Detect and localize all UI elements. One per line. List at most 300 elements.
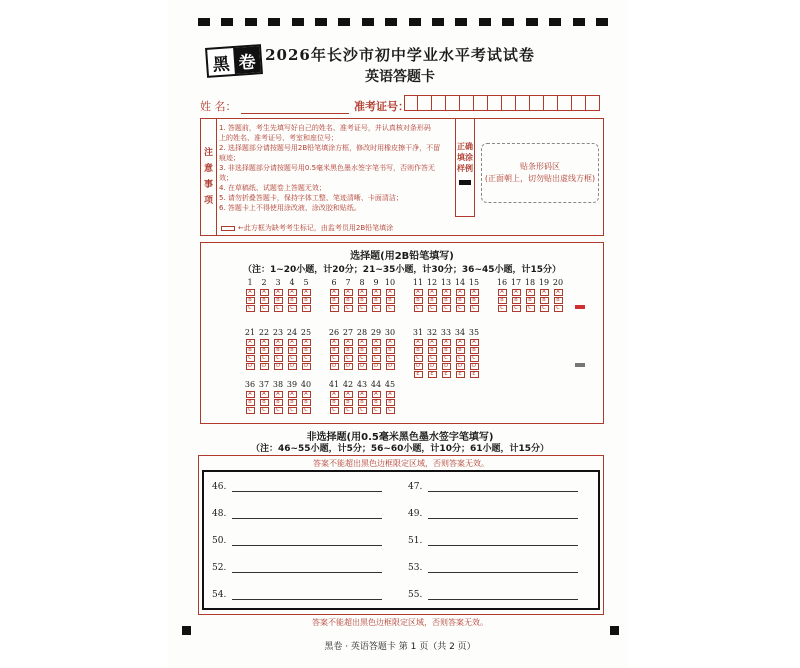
timing-mark-red [575, 305, 585, 309]
answer-bubble[interactable]: E [470, 371, 479, 378]
question-group [243, 327, 313, 370]
answer-bubble[interactable]: C [498, 305, 507, 312]
answer-bubble[interactable]: B [302, 297, 311, 304]
answer-bubble[interactable]: C [428, 355, 437, 362]
answer-field[interactable] [232, 590, 382, 600]
answer-bubble[interactable]: D [414, 363, 423, 370]
answer-bubble[interactable]: D [386, 363, 395, 370]
question-column [285, 327, 299, 370]
answer-bubble[interactable]: B [386, 347, 395, 354]
question-column [369, 327, 383, 370]
answer-bubble[interactable]: A [526, 289, 535, 296]
exam-id-digit-box[interactable] [432, 95, 446, 111]
answer-field[interactable] [232, 509, 382, 519]
answer-bubble[interactable]: D [288, 363, 297, 370]
question-number: 36 [244, 380, 256, 389]
question-number: 43 [356, 380, 368, 389]
answer-bubble[interactable]: C [386, 355, 395, 362]
question-number: 39 [286, 380, 298, 389]
answer-bubble[interactable]: C [330, 305, 339, 312]
notice-item: 4. 在草稿纸、试题卷上答题无效； [219, 184, 326, 192]
exam-id-digit-box[interactable] [446, 95, 460, 111]
answer-bubble[interactable]: B [470, 297, 479, 304]
answer-bubble[interactable]: C [372, 407, 381, 414]
answer-bubble[interactable]: C [470, 305, 479, 312]
answer-bubble[interactable]: A [288, 391, 297, 398]
question-column [271, 277, 285, 312]
answer-bubble[interactable]: A [344, 289, 353, 296]
answer-bubble[interactable]: C [274, 407, 283, 414]
answer-field[interactable] [428, 590, 578, 600]
answer-warning-bottom: 答案不能超出黑色边框限定区域，否则答案无效。 [312, 618, 488, 627]
answer-bubble[interactable]: B [344, 347, 353, 354]
question-number: 21 [244, 328, 256, 337]
answer-bubble[interactable]: B [428, 347, 437, 354]
answer-bubble[interactable]: B [302, 347, 311, 354]
answer-field[interactable] [232, 563, 382, 573]
question-column [327, 327, 341, 370]
alignment-dash [268, 18, 280, 26]
question-number: 42 [342, 380, 354, 389]
question-column [355, 379, 369, 414]
answer-bubble[interactable]: D [260, 363, 269, 370]
answer-line [408, 563, 578, 573]
answer-bubble[interactable]: C [414, 305, 423, 312]
answer-bubble[interactable]: C [288, 407, 297, 414]
name-row [200, 98, 349, 114]
answer-bubble[interactable]: A [288, 339, 297, 346]
answer-bubble[interactable]: B [456, 347, 465, 354]
answer-bubble[interactable]: D [330, 363, 339, 370]
answer-bubble[interactable]: A [358, 391, 367, 398]
notice-item: 2. 选择题部分请按题号用2B铅笔填涂方框，修改时用橡皮擦干净，不留 [219, 144, 441, 152]
answer-bubble[interactable]: A [246, 339, 255, 346]
answer-bubble[interactable]: A [442, 339, 451, 346]
answer-bubble[interactable]: C [386, 407, 395, 414]
exam-id-digit-box[interactable] [418, 95, 432, 111]
alignment-dash [573, 18, 585, 26]
alignment-dash [432, 18, 444, 26]
question-number: 29 [370, 328, 382, 337]
question-number: 30 [384, 328, 396, 337]
question-column [355, 277, 369, 312]
answer-bubble[interactable]: A [428, 339, 437, 346]
answer-bubble[interactable]: A [302, 391, 311, 398]
answer-warning-top: 答案不能超出黑色边框限定区域，否则答案无效。 [313, 459, 489, 468]
answer-bubble[interactable]: B [288, 347, 297, 354]
logo-char-left: 黑 [212, 53, 231, 75]
answer-bubble[interactable]: C [246, 305, 255, 312]
answer-bubble[interactable]: D [358, 363, 367, 370]
answer-bubble[interactable]: A [302, 339, 311, 346]
alignment-dash [596, 18, 608, 26]
answer-line [408, 536, 578, 546]
answer-bubble[interactable]: B [274, 347, 283, 354]
notice-label-char: 项 [203, 196, 213, 206]
question-number: 31 [412, 328, 424, 337]
question-group [327, 277, 397, 312]
question-group [411, 277, 481, 312]
correct-fill-sample [455, 119, 475, 217]
answer-bubble[interactable]: A [344, 339, 353, 346]
barcode-hint: (正面朝上，切勿贴出虚线方框) [484, 174, 596, 183]
answer-bubble[interactable]: B [512, 297, 521, 304]
answer-bubble[interactable]: A [358, 289, 367, 296]
answer-bubble[interactable]: B [386, 399, 395, 406]
answer-bubble[interactable]: A [512, 289, 521, 296]
answer-bubble[interactable]: C [302, 355, 311, 362]
answer-bubble[interactable]: B [526, 297, 535, 304]
question-number: 7 [345, 278, 351, 287]
question-number: 3 [275, 278, 281, 287]
question-number: 18 [524, 278, 536, 287]
answer-number: 53. [408, 563, 423, 573]
exam-id-digit-box[interactable] [544, 95, 558, 111]
answer-line [212, 563, 382, 573]
answer-bubble[interactable]: A [386, 339, 395, 346]
answer-bubble[interactable]: C [372, 305, 381, 312]
notice-label-char: 意 [203, 164, 213, 174]
alignment-dashes [198, 18, 608, 26]
answer-bubble[interactable]: A [414, 289, 423, 296]
exam-id-digit-box[interactable] [516, 95, 530, 111]
answer-bubble[interactable]: A [274, 391, 283, 398]
answer-bubble[interactable]: A [260, 339, 269, 346]
sample-label: 样例 [457, 164, 473, 173]
answer-field[interactable] [232, 536, 382, 546]
answer-bubble[interactable]: B [372, 399, 381, 406]
question-number: 12 [426, 278, 438, 287]
question-number: 27 [342, 328, 354, 337]
question-number: 16 [496, 278, 508, 287]
notice-box [200, 118, 604, 236]
question-number: 17 [510, 278, 522, 287]
answer-bubble[interactable]: C [288, 305, 297, 312]
answer-bubble[interactable]: C [526, 305, 535, 312]
logo-char-right: 卷 [233, 46, 261, 74]
question-number: 44 [370, 380, 382, 389]
answer-bubble[interactable]: C [358, 355, 367, 362]
answer-bubble[interactable]: C [246, 407, 255, 414]
answer-bubble[interactable]: C [456, 355, 465, 362]
nonchoice-title: 非选择题(用0.5毫米黑色墨水签字笔填写) [306, 432, 494, 443]
answer-bubble[interactable]: C [540, 305, 549, 312]
answer-bubble[interactable]: B [246, 399, 255, 406]
answer-bubble[interactable]: C [330, 407, 339, 414]
answer-bubble[interactable]: B [428, 297, 437, 304]
answer-bubble[interactable]: A [386, 289, 395, 296]
question-number: 34 [454, 328, 466, 337]
answer-bubble[interactable]: C [344, 355, 353, 362]
answer-bubble[interactable]: D [442, 363, 451, 370]
alignment-dash [221, 18, 233, 26]
question-column [411, 327, 425, 378]
answer-bubble[interactable]: C [428, 305, 437, 312]
answer-number: 48. [212, 509, 227, 519]
answer-bubble[interactable]: A [274, 339, 283, 346]
notice-item: 痕迹； [219, 154, 240, 162]
answer-bubble[interactable]: B [456, 297, 465, 304]
answer-bubble[interactable]: A [540, 289, 549, 296]
question-group [327, 327, 397, 370]
answer-bubble[interactable]: B [288, 399, 297, 406]
answer-bubble[interactable]: A [246, 289, 255, 296]
page-footer: 黑卷 · 英语答题卡 第 1 页（共 2 页） [324, 642, 476, 652]
question-column [341, 277, 355, 312]
answer-bubble[interactable]: B [344, 399, 353, 406]
question-column [383, 277, 397, 312]
notice-item: 1. 答题前，考生先填写好自己的姓名、准考证号，并认真核对条形码 [219, 124, 431, 132]
answer-bubble[interactable]: D [456, 363, 465, 370]
question-column [369, 379, 383, 414]
answer-field[interactable] [232, 482, 382, 492]
answer-bubble[interactable]: C [260, 305, 269, 312]
answer-bubble[interactable]: A [344, 391, 353, 398]
alignment-dash [455, 18, 467, 26]
answer-bubble[interactable]: A [428, 289, 437, 296]
sample-label: 填涂 [457, 153, 473, 162]
answer-bubble[interactable]: D [344, 363, 353, 370]
exam-id-digit-box[interactable] [488, 95, 502, 111]
answer-bubble[interactable]: A [456, 289, 465, 296]
answer-line [408, 590, 578, 600]
answer-bubble[interactable]: A [456, 339, 465, 346]
answer-bubble[interactable]: D [372, 363, 381, 370]
answer-bubble[interactable]: B [358, 297, 367, 304]
exam-id-label: 准考证号： [354, 100, 409, 113]
answer-line [408, 482, 578, 492]
answer-bubble[interactable]: C [260, 407, 269, 414]
answer-bubble[interactable]: A [554, 289, 563, 296]
name-label: 姓 名： [200, 100, 237, 113]
answer-bubble[interactable]: C [302, 305, 311, 312]
missing-mark-box[interactable] [221, 226, 235, 231]
question-number: 37 [258, 380, 270, 389]
answer-bubble[interactable]: B [414, 297, 423, 304]
answer-bubble[interactable]: D [302, 363, 311, 370]
answer-bubble[interactable]: B [442, 347, 451, 354]
answer-field[interactable] [428, 509, 578, 519]
answer-bubble[interactable]: A [358, 339, 367, 346]
question-number: 6 [331, 278, 337, 287]
answer-bubble[interactable]: C [274, 355, 283, 362]
answer-bubble[interactable]: B [288, 297, 297, 304]
answer-bubble[interactable]: B [414, 347, 423, 354]
answer-bubble[interactable]: A [442, 289, 451, 296]
answer-bubble[interactable]: B [246, 297, 255, 304]
answer-bubble[interactable]: A [372, 391, 381, 398]
answer-bubble[interactable]: C [512, 305, 521, 312]
exam-id-digit-box[interactable] [460, 95, 474, 111]
answer-bubble[interactable]: C [260, 355, 269, 362]
answer-bubble[interactable]: B [274, 297, 283, 304]
question-column [551, 277, 565, 312]
answer-bubble[interactable]: C [358, 305, 367, 312]
answer-bubble[interactable]: C [246, 355, 255, 362]
question-column [439, 277, 453, 312]
notice-label-char: 事 [203, 180, 213, 190]
exam-id-digit-box[interactable] [502, 95, 516, 111]
exam-id-digit-box[interactable] [558, 95, 572, 111]
timing-mark-gray [575, 363, 585, 367]
question-column [285, 277, 299, 312]
question-column [537, 277, 551, 312]
question-column [327, 379, 341, 414]
question-number: 15 [468, 278, 480, 287]
answer-bubble[interactable]: B [540, 297, 549, 304]
answer-bubble[interactable]: C [442, 355, 451, 362]
answer-bubble[interactable]: B [260, 399, 269, 406]
answer-bubble[interactable]: E [414, 371, 423, 378]
sheet-subtitle: 英语答题卡 [365, 69, 435, 85]
question-number: 41 [328, 380, 340, 389]
answer-bubble[interactable]: A [470, 289, 479, 296]
answer-bubble[interactable]: B [554, 297, 563, 304]
answer-bubble[interactable]: E [456, 371, 465, 378]
question-column [285, 379, 299, 414]
answer-bubble[interactable]: C [470, 355, 479, 362]
answer-number: 49. [408, 509, 423, 519]
answer-bubble[interactable]: C [414, 355, 423, 362]
exam-id-boxes[interactable] [404, 95, 600, 111]
question-column [467, 277, 481, 312]
answer-bubble[interactable]: B [344, 297, 353, 304]
answer-bubble[interactable]: C [274, 305, 283, 312]
answer-bubble[interactable]: A [386, 391, 395, 398]
answer-bubble[interactable]: C [330, 355, 339, 362]
answer-bubble[interactable]: C [344, 407, 353, 414]
answer-bubble[interactable]: C [456, 305, 465, 312]
exam-id-digit-box[interactable] [572, 95, 586, 111]
question-group [411, 327, 481, 378]
question-column [271, 379, 285, 414]
question-number: 28 [356, 328, 368, 337]
answer-bubble[interactable]: B [330, 347, 339, 354]
notice-item: 上的姓名、准考证号、考室和座位号； [219, 134, 338, 142]
alignment-dash [479, 18, 491, 26]
question-number: 25 [300, 328, 312, 337]
answer-bubble[interactable]: C [372, 355, 381, 362]
answer-bubble[interactable]: D [246, 363, 255, 370]
answer-bubble[interactable]: B [470, 347, 479, 354]
question-column [453, 327, 467, 378]
notice-label-char: 注 [203, 148, 213, 158]
sheet-title: 2026年长沙市初中学业水平考试试卷 [265, 46, 535, 64]
question-column [383, 327, 397, 370]
sample-filled-mark [459, 180, 471, 185]
answer-bubble[interactable]: A [414, 339, 423, 346]
answer-field[interactable] [428, 482, 578, 492]
question-number: 22 [258, 328, 270, 337]
notice-item: 3. 非选择题部分请按题号用0.5毫米黑色墨水签字笔书写，否则作答无 [219, 164, 436, 172]
question-number: 9 [373, 278, 379, 287]
answer-bubble[interactable]: B [498, 297, 507, 304]
answer-bubble[interactable]: B [442, 297, 451, 304]
answer-bubble[interactable]: A [302, 289, 311, 296]
answer-bubble[interactable]: D [274, 363, 283, 370]
answer-field[interactable] [428, 563, 578, 573]
answer-field[interactable] [428, 536, 578, 546]
question-column [355, 327, 369, 370]
answer-bubble[interactable]: B [260, 297, 269, 304]
answer-bubble[interactable]: C [302, 407, 311, 414]
question-number: 2 [261, 278, 267, 287]
answer-bubble[interactable]: A [498, 289, 507, 296]
answer-bubble[interactable]: A [372, 289, 381, 296]
answer-bubble[interactable]: A [330, 391, 339, 398]
answer-number: 47. [408, 482, 423, 492]
answer-bubble[interactable]: C [344, 305, 353, 312]
answer-bubble[interactable]: B [358, 347, 367, 354]
question-column [257, 327, 271, 370]
answer-bubble[interactable]: B [358, 399, 367, 406]
answer-bubble[interactable]: A [470, 339, 479, 346]
answer-line [212, 509, 382, 519]
question-number: 4 [289, 278, 295, 287]
question-number: 26 [328, 328, 340, 337]
answer-number: 52. [212, 563, 227, 573]
answer-bubble[interactable]: B [274, 399, 283, 406]
question-column [327, 277, 341, 312]
nonchoice-answer-area [198, 455, 604, 615]
answer-bubble[interactable]: A [260, 391, 269, 398]
answer-bubble[interactable]: E [442, 371, 451, 378]
answer-bubble[interactable]: B [330, 297, 339, 304]
exam-id-digit-box[interactable] [404, 95, 418, 111]
alignment-dash [362, 18, 374, 26]
answer-bubble[interactable]: A [330, 339, 339, 346]
answer-number: 50. [212, 536, 227, 546]
answer-bubble[interactable]: C [386, 305, 395, 312]
choice-title: 选择题(用2B铅笔填写) [350, 251, 454, 262]
question-column [257, 277, 271, 312]
answer-bubble[interactable]: B [302, 399, 311, 406]
name-field[interactable] [241, 102, 349, 114]
answer-bubble[interactable]: C [554, 305, 563, 312]
answer-bubble[interactable]: C [288, 355, 297, 362]
answer-bubble[interactable]: A [246, 391, 255, 398]
answer-number: 54. [212, 590, 227, 600]
answer-bubble[interactable]: B [386, 297, 395, 304]
answer-bubble[interactable]: D [428, 363, 437, 370]
answer-bubble[interactable]: A [372, 339, 381, 346]
answer-bubble[interactable]: A [330, 289, 339, 296]
multiple-choice-section [200, 242, 604, 424]
answer-bubble[interactable]: C [358, 407, 367, 414]
exam-id-digit-box[interactable] [586, 95, 600, 111]
choice-note: （注：1~20小题，计20分；21~35小题，计30分；36~45小题，计15分） [242, 265, 562, 275]
question-column [369, 277, 383, 312]
question-column [341, 379, 355, 414]
answer-bubble[interactable]: D [470, 363, 479, 370]
answer-bubble[interactable]: A [260, 289, 269, 296]
question-group [243, 379, 313, 414]
nonchoice-note: （注：46~55小题，计5分；56~60小题，计10分；61小题，计15分） [250, 444, 550, 454]
exam-id-digit-box[interactable] [530, 95, 544, 111]
answer-bubble[interactable]: B [246, 347, 255, 354]
answer-bubble[interactable]: A [288, 289, 297, 296]
exam-id-digit-box[interactable] [474, 95, 488, 111]
question-number: 35 [468, 328, 480, 337]
answer-bubble[interactable]: B [260, 347, 269, 354]
answer-bubble[interactable]: B [330, 399, 339, 406]
question-number: 32 [426, 328, 438, 337]
answer-bubble[interactable]: B [372, 347, 381, 354]
answer-bubble[interactable]: C [442, 305, 451, 312]
answer-bubble[interactable]: E [428, 371, 437, 378]
answer-bubble[interactable]: B [372, 297, 381, 304]
answer-bubble[interactable]: A [274, 289, 283, 296]
